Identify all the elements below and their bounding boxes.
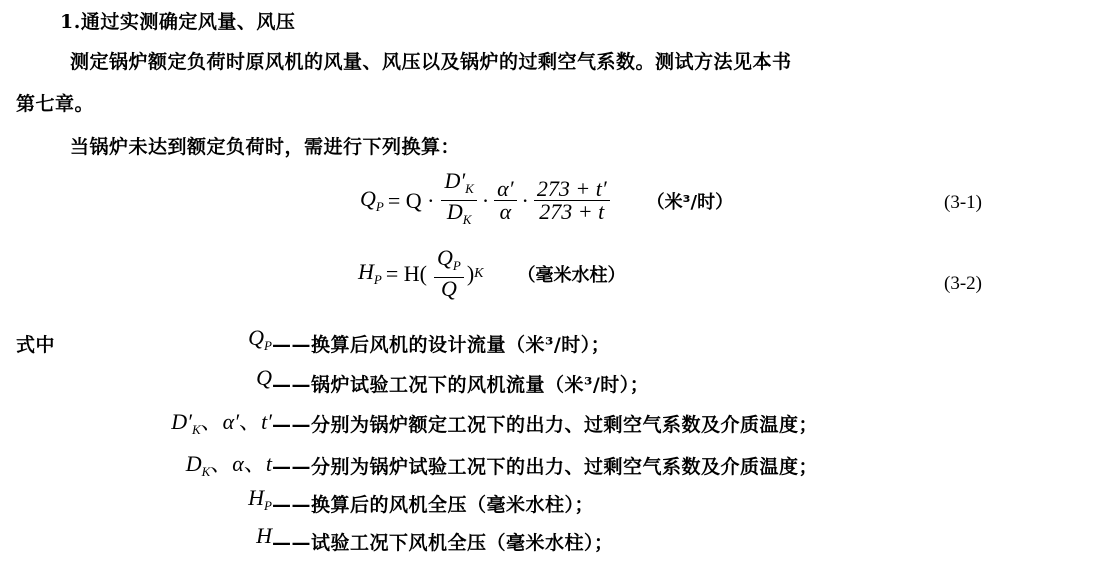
eq1-number: (3-1) bbox=[944, 192, 982, 213]
equation-3-2 bbox=[358, 247, 625, 300]
eq2-equals: = H( bbox=[385, 260, 427, 286]
def-6-symbol: H bbox=[256, 523, 272, 548]
def-4-symbol: $D_K$、α、t bbox=[185, 451, 272, 479]
def-5-text: ——换算后的风机全压（毫米水柱）； bbox=[272, 494, 595, 516]
def-1-symbol: $Q_P$ bbox=[248, 325, 272, 353]
def-2-symbol: Q bbox=[256, 365, 272, 390]
eq2-lhs: $H_P$ bbox=[358, 259, 382, 287]
eq1-fraction-alpha: $\frac{\alpha'}{\alpha}$ bbox=[494, 178, 516, 223]
eq2-fraction-q: $\frac{Q_P}{Q}$ bbox=[434, 247, 464, 300]
def-3-symbol: $D'_K$、α′、t′ bbox=[171, 409, 272, 437]
eq2-close-paren: ) bbox=[466, 260, 475, 286]
def-6-text: ——试验工况下风机全压（毫米水柱）； bbox=[272, 532, 614, 554]
eq2-number: (3-2) bbox=[944, 273, 982, 294]
def-2-text: ——锅炉试验工况下的风机流量（米³/时）； bbox=[272, 374, 650, 396]
paragraph-1-line-2: 第七章。 bbox=[16, 93, 95, 115]
paragraph-1-line-1: 测定锅炉额定负荷时原风机的风量、风压以及锅炉的过剩空气系数。测试方法见本书 bbox=[70, 51, 792, 73]
paragraph-2: 当锅炉未达到额定负荷时，需进行下列换算： bbox=[70, 136, 461, 158]
eq1-lhs: $Q_P$ bbox=[360, 186, 384, 214]
eq2-exponent: K bbox=[474, 265, 484, 281]
def-4-text: ——分别为锅炉试验工况下的出力、过剩空气系数及介质温度； bbox=[272, 456, 819, 478]
where-label: 式中 bbox=[16, 334, 56, 356]
def-1-text: ——换算后风机的设计流量（米³/时）； bbox=[272, 334, 611, 356]
def-5-symbol: $H_P$ bbox=[248, 485, 272, 513]
eq1-unit: （米³/时） bbox=[646, 191, 734, 213]
def-3-text: ——分别为锅炉额定工况下的出力、过剩空气系数及介质温度； bbox=[272, 414, 819, 436]
equation-3-1: $Q_P$ = Q · $\frac{D'_K}{D_K}$ · $\frac{\alpha'}{\alpha}$ · $\frac{273 + t'}{273 + t}$ （米³/时） bbox=[360, 170, 733, 231]
eq1-equals: = Q · bbox=[387, 187, 435, 213]
eq1-fraction-temp: $\frac{273 + t'}{273 + t}$ bbox=[534, 178, 610, 223]
eq2-unit: （毫米水柱） bbox=[517, 264, 626, 286]
section-heading: 1.通过实测确定风量、风压 bbox=[60, 11, 296, 33]
eq1-fraction-d: $\frac{D'_K}{D_K}$ bbox=[441, 170, 476, 231]
